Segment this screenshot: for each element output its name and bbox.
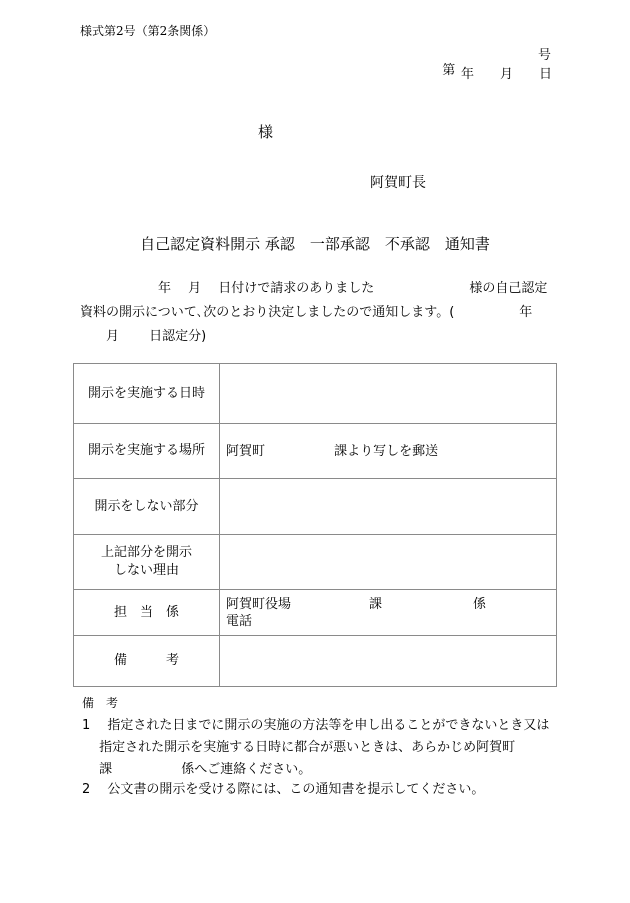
row-label-place: 開示を実施する場所 <box>74 424 220 479</box>
notes-heading: 備 考 <box>82 696 119 710</box>
table-row <box>74 636 557 687</box>
document-title: 自己認定資料開示 承認 一部承認 不承認 通知書 <box>140 235 490 253</box>
form-number: 様式第2号（第2条関係） <box>80 24 216 38</box>
row-value-withheld-reason <box>220 535 557 590</box>
row-label-withheld-part: 開示をしない部分 <box>74 479 220 535</box>
note-item-2: 2 公文書の開示を受ける際には、この通知書を提示してください。 <box>82 782 485 797</box>
table-row <box>74 364 557 424</box>
table-row <box>74 590 557 636</box>
sender-name: 阿賀町長 <box>370 175 426 191</box>
issue-date: 年 月 日 <box>461 67 553 82</box>
notice-body-line-1: 年 月 日付けで請求のありました 様の自己認定 <box>80 281 548 296</box>
notice-body-line-2: 資料の開示について､次のとおり決定しましたので通知します。( 年 <box>80 305 533 320</box>
row-value-contact-section: 阿賀町役場 課 係 電話 <box>220 590 557 636</box>
document-number-prefix: 第 <box>442 63 456 78</box>
row-value-remarks <box>220 636 557 687</box>
row-value-place: 阿賀町 課より写しを郵送 <box>220 424 557 479</box>
row-value-withheld-part <box>220 479 557 535</box>
addressee-honorific: 様 <box>258 123 274 141</box>
row-label-contact-section: 担 当 係 <box>74 590 220 636</box>
notice-body-line-3: 月 日認定分) <box>80 329 207 344</box>
note-item-1: 1 指定された日までに開示の実施の方法等を申し出ることができないとき又は 指定された開示を実施する日時に都合が悪いときは、あらかじめ阿賀町 課 係へご連絡ください。 <box>82 718 550 777</box>
notice-body <box>80 277 560 349</box>
table-row <box>74 535 557 590</box>
row-value-datetime <box>220 364 557 424</box>
row-label-datetime: 開示を実施する日時 <box>74 364 220 424</box>
disclosure-info-table <box>73 363 557 687</box>
document-number-suffix: 号 <box>538 48 552 63</box>
row-label-withheld-reason: 上記部分を開示 しない理由 <box>74 535 220 590</box>
row-label-remarks: 備 考 <box>74 636 220 687</box>
table-row <box>74 479 557 535</box>
table-row <box>74 424 557 479</box>
